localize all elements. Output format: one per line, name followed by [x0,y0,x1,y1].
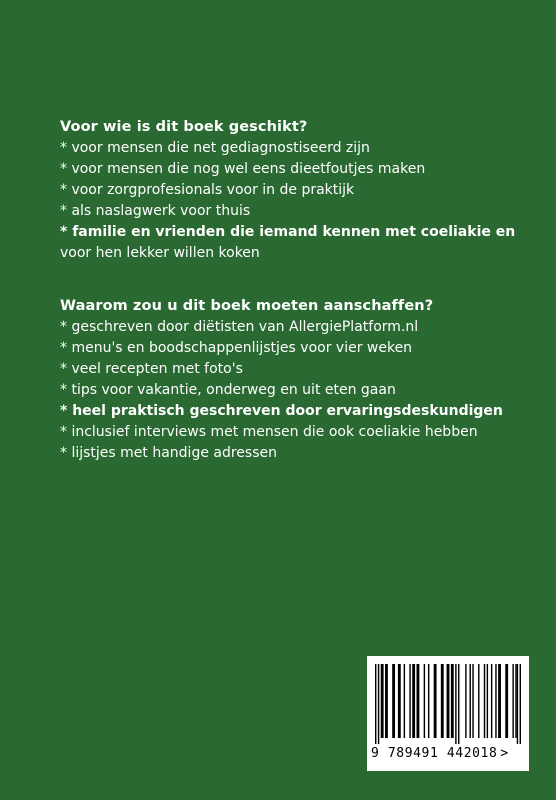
barcode-bar [469,664,470,738]
barcode-bar [520,664,521,744]
barcode-bar [465,664,466,738]
list-item: * heel praktisch geschreven door ervaringsdeskundigen [60,403,503,419]
barcode-bar [455,664,456,744]
barcode-bar [385,664,388,738]
barcode-bar [417,664,420,738]
barcode-bar [515,664,516,738]
list-item: * als naslagwerk voor thuis [60,203,251,219]
barcode-bar [498,664,501,738]
barcode-bar [484,664,485,738]
barcode-bar [398,664,401,738]
list-item: * familie en vrienden die iemand kennen met coeliakie en [60,224,516,240]
list-item: * inclusief interviews met mensen die ook coeliakie hebben [60,424,478,440]
list-item: * veel recepten met foto's [60,361,243,377]
list-item: * voor mensen die nog wel eens dieetfoutjes maken [60,161,426,177]
barcode-bar [441,664,444,738]
list-item: * geschreven door diëtisten van AllergiePlatform.nl [60,319,419,335]
target-audience-heading: Voor wie is dit boek geschikt? [60,119,308,135]
barcode-bar [404,664,405,738]
barcode-bar [472,664,473,738]
barcode-bar [458,664,459,744]
barcode-bar [478,664,479,738]
barcode-bar [409,664,410,738]
barcode-bars [373,664,523,744]
list-item: * voor zorgprofesionals voor in de praktijk [60,182,355,198]
reasons-list [60,317,540,464]
barcode-bar [495,664,496,738]
isbn-barcode [367,656,529,771]
barcode-bar [381,664,384,738]
barcode-bar [447,664,450,738]
list-item: * menu's en boodschappenlijstjes voor vier weken [60,340,413,356]
isbn-number [371,746,525,761]
barcode-bar [375,664,376,744]
isbn-arrow: > [500,746,509,761]
barcode-bar [512,664,513,738]
barcode-bar [451,664,454,738]
reasons-section [60,296,540,464]
barcode-bar [392,664,395,738]
list-item: * tips voor vakantie, onderweg en uit eten gaan [60,382,396,398]
list-item: * voor mensen die net gediagnostiseerd zijn [60,140,370,156]
barcode-bar [412,664,415,738]
barcode-bar [505,664,508,738]
barcode-bar [428,664,429,738]
barcode-bar [491,664,492,738]
barcode-bar [487,664,488,738]
isbn-digits: 9 789491 442018 [371,746,498,761]
target-audience-list [60,138,540,264]
list-item-continuation: voor hen lekker willen koken [60,245,260,261]
target-audience-section [60,117,540,264]
list-item: * lijstjes met handige adressen [60,445,277,461]
barcode-bar [424,664,425,738]
barcode-bar [517,664,518,744]
reasons-heading: Waarom zou u dit boek moeten aanschaffen? [60,298,434,314]
barcode-bar [378,664,379,744]
barcode-bar [434,664,437,738]
